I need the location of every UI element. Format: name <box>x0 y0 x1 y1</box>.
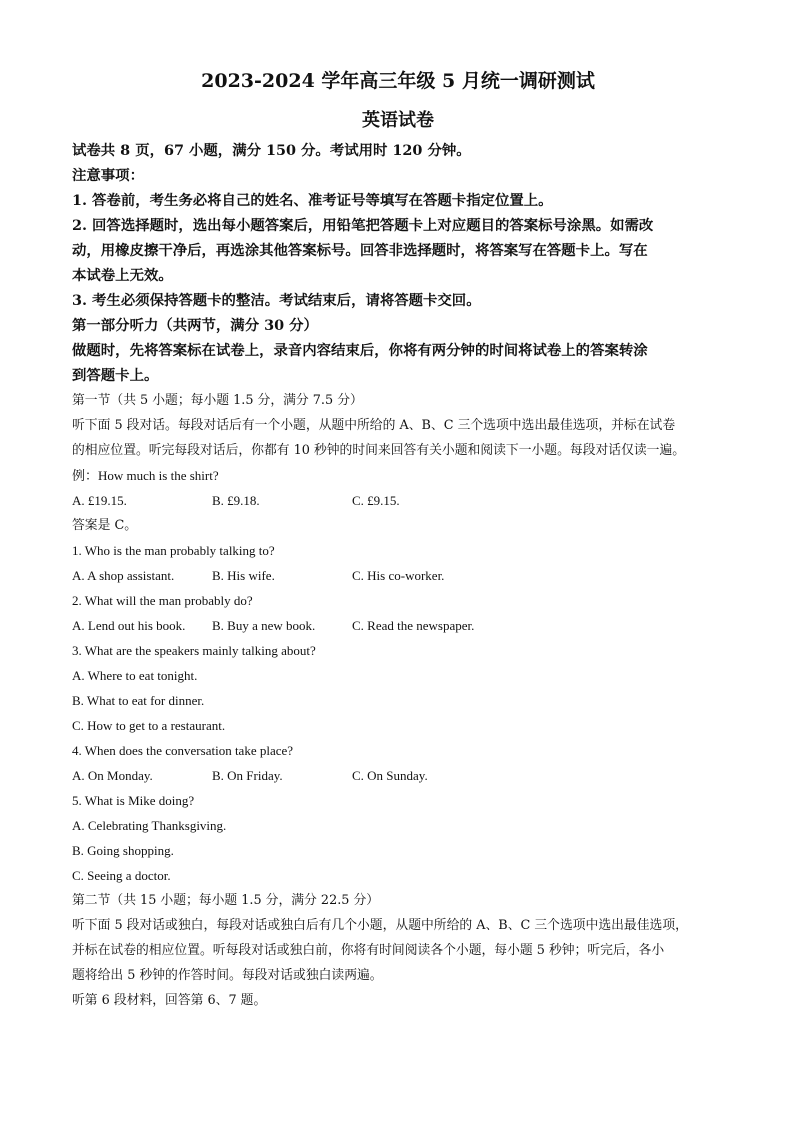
q5-option-c: C. Seeing a doctor. <box>72 868 171 883</box>
question-3: 3. What are the speakers mainly talking about? <box>72 643 316 658</box>
example-answer: 答案是 C。 <box>72 518 138 533</box>
example-option-b: B. £9.18. <box>212 493 260 508</box>
q4-option-a: A. On Monday. <box>72 768 153 783</box>
question-5: 5. What is Mike doing? <box>72 793 195 808</box>
part1-intro-line-2: 到答题卡上。 <box>72 367 159 384</box>
q4-option-b: B. On Friday. <box>212 768 283 783</box>
page-subtitle: 英语试卷 <box>362 110 434 131</box>
notice-item-2-line-3: 本试卷上无效。 <box>72 267 173 284</box>
example-option-c: C. £9.15. <box>352 493 400 508</box>
question-1-options <box>72 563 724 588</box>
section2-instruction-line-3: 题将给出 5 秒钟的作答时间。每段对话或独白读两遍。 <box>72 968 383 983</box>
q4-option-c: C. On Sunday. <box>352 768 428 783</box>
notice-item-3: 3. 考生必须保持答题卡的整洁。考试结束后，请将答题卡交回。 <box>72 292 481 309</box>
section1-instruction-line-1: 听下面 5 段对话。每段对话后有一个小题，从题中所给的 A、B、C 三个选项中选出最佳选项，并标在试卷 <box>72 418 676 433</box>
part1-intro-line-1: 做题时，先将答案标在试卷上，录音内容结束后，你将有两分钟的时间将试卷上的答案转涂 <box>72 342 648 359</box>
question-2-options <box>72 613 724 638</box>
question-4: 4. When does the conversation take place? <box>72 743 294 758</box>
question-4-options <box>72 763 724 788</box>
q5-option-a: A. Celebrating Thanksgiving. <box>72 818 227 833</box>
page-title: 2023-2024 学年高三年级 5 月统一调研测试 <box>201 70 595 92</box>
q5-option-b: B. Going shopping. <box>72 843 174 858</box>
exam-info: 试卷共 8 页，67 小题，满分 150 分。考试用时 120 分钟。 <box>72 142 471 159</box>
q2-option-b: B. Buy a new book. <box>212 618 316 633</box>
notice-item-2-line-1: 2. 回答选择题时，选出每小题答案后，用铅笔把答题卡上对应题目的答案标号涂黑。如需改 <box>72 217 654 234</box>
part1-heading: 第一部分听力（共两节，满分 30 分） <box>72 317 318 334</box>
q3-option-c: C. How to get to a restaurant. <box>72 718 226 733</box>
question-2: 2. What will the man probably do? <box>72 593 253 608</box>
section1-heading: 第一节（共 5 小题；每小题 1.5 分，满分 7.5 分） <box>72 393 363 408</box>
exam-page <box>72 60 724 1013</box>
q3-option-b: B. What to eat for dinner. <box>72 693 205 708</box>
q1-option-a: A. A shop assistant. <box>72 568 175 583</box>
q2-option-a: A. Lend out his book. <box>72 618 186 633</box>
section2-instruction-line-2: 并标在试卷的相应位置。听每段对话或独白前，你将有时间阅读各个小题，每小题 5 秒钟；听完后，各小 <box>72 943 665 958</box>
section2-heading: 第二节（共 15 小题；每小题 1.5 分，满分 22.5 分） <box>72 893 380 908</box>
q3-option-a: A. Where to eat tonight. <box>72 668 198 683</box>
question-1: 1. Who is the man probably talking to? <box>72 543 275 558</box>
example-options <box>72 488 724 513</box>
section2-instruction-line-1: 听下面 5 段对话或独白，每段对话或独白后有几个小题，从题中所给的 A、B、C 三个选项中选出最佳选项， <box>72 918 688 933</box>
q1-option-b: B. His wife. <box>212 568 275 583</box>
notice-item-2-line-2: 动，用橡皮擦干净后，再选涂其他答案标号。回答非选择题时，将答案写在答题卡上。写在 <box>72 242 648 259</box>
section1-instruction-line-2: 的相应位置。听完每段对话后，你都有 10 秒钟的时间来回答有关小题和阅读下一小题。每段对话仅读一遍。 <box>72 443 686 458</box>
q1-option-c: C. His co-worker. <box>352 568 445 583</box>
notice-heading: 注意事项： <box>72 167 144 184</box>
q2-option-c: C. Read the newspaper. <box>352 618 475 633</box>
material-6-prompt: 听第 6 段材料，回答第 6、7 题。 <box>72 993 267 1008</box>
example-question: 例：How much is the shirt? <box>72 468 219 483</box>
notice-item-1: 1. 答卷前，考生务必将自己的姓名、准考证号等填写在答题卡指定位置上。 <box>72 192 553 209</box>
example-option-a: A. £19.15. <box>72 493 127 508</box>
